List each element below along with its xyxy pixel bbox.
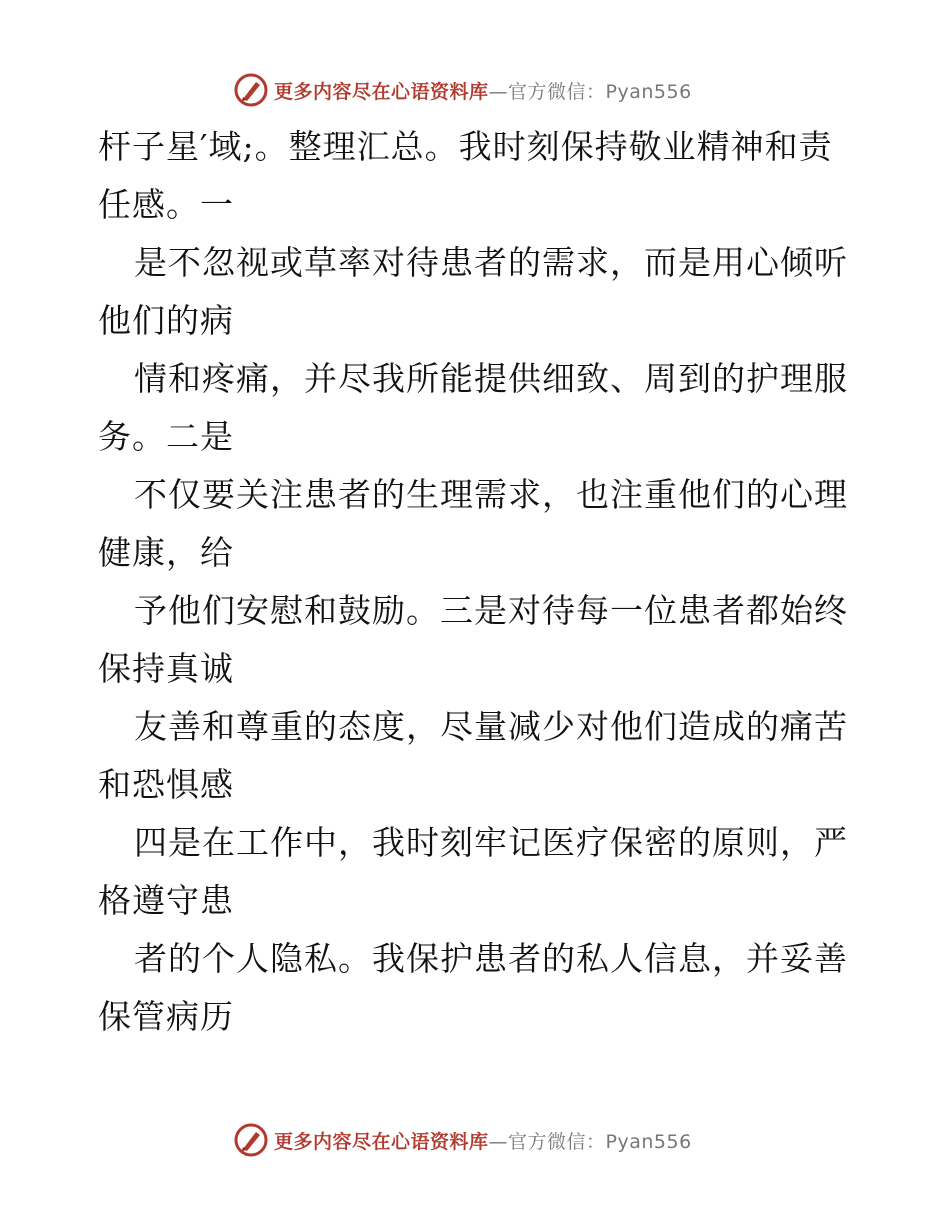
watermark-separator: — — [488, 1130, 509, 1153]
text-line: 情和疼痛，并尽我所能提供细致、周到的护理服 — [134, 359, 848, 398]
text-line: 格遵守患 — [98, 881, 234, 920]
text-line: 务。二是 — [98, 417, 234, 456]
watermark-separator: — — [488, 80, 509, 103]
text-line: 友善和尊重的态度，尽量减少对他们造成的痛苦 — [134, 707, 848, 746]
text-line: 健康，给 — [98, 533, 234, 572]
watermark-site-name: 更多内容尽在心语资料库 — [274, 1130, 489, 1153]
watermark-wechat-label: 官方微信： — [508, 80, 606, 103]
text-line: 是不忽视或草率对待患者的需求，而是用心倾听 — [134, 243, 848, 282]
document-body — [98, 118, 858, 1046]
quill-pen-logo-icon — [234, 1123, 268, 1157]
text-line: 保持真诚 — [98, 649, 234, 688]
text-line: 和恐惧感 — [98, 765, 234, 804]
watermark-text — [274, 1127, 692, 1154]
text-line: 任感。一 — [98, 185, 234, 224]
header-watermark — [234, 70, 692, 110]
text-line: 杆子星′域;。整理汇总。我时刻保持敬业精神和责 — [98, 127, 833, 166]
watermark-wechat-id: Pyan556 — [605, 1130, 692, 1153]
text-line: 不仅要关注患者的生理需求，也注重他们的心理 — [134, 475, 848, 514]
quill-pen-logo-icon — [234, 73, 268, 107]
watermark-site-name: 更多内容尽在心语资料库 — [274, 80, 489, 103]
text-line: 者的个人隐私。我保护患者的私人信息，并妥善 — [134, 939, 848, 978]
watermark-wechat-label: 官方微信： — [508, 1130, 606, 1153]
footer-watermark — [234, 1120, 692, 1160]
text-line: 四是在工作中，我时刻牢记医疗保密的原则，严 — [134, 823, 848, 862]
text-line: 保管病历 — [98, 997, 234, 1036]
text-line: 予他们安慰和鼓励。三是对待每一位患者都始终 — [134, 591, 848, 630]
watermark-text — [274, 77, 692, 104]
text-line: 他们的病 — [98, 301, 234, 340]
watermark-wechat-id: Pyan556 — [605, 80, 692, 103]
